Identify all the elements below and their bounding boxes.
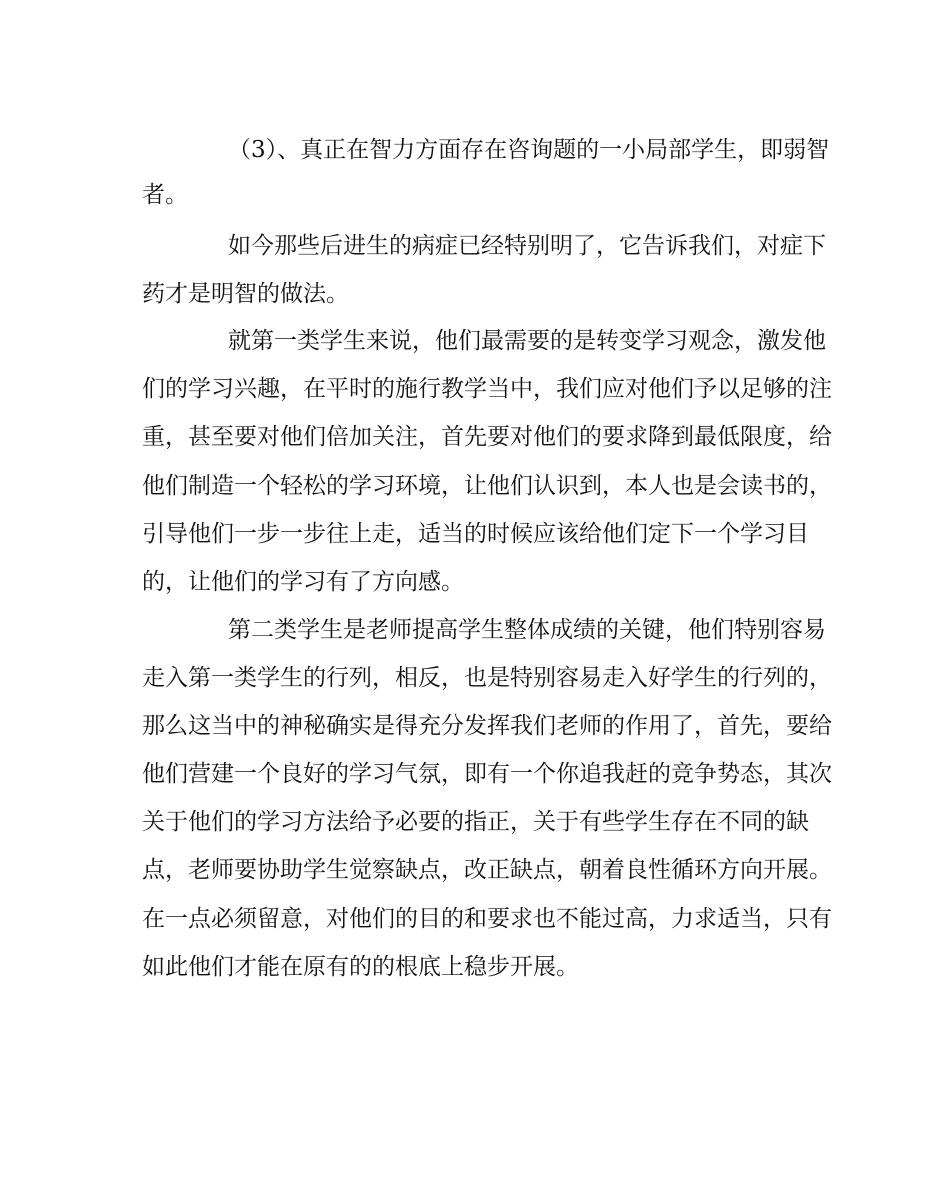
- paragraph-line: 关于他们的学习方法给予必要的指正，关于有些学生存在不同的缺: [142, 809, 809, 835]
- paragraph-line: 如今那些后进生的病症已经特别明了，它告诉我们，对症下: [228, 233, 826, 259]
- paragraph-line: 在一点必须留意，对他们的目的和要求也不能过高，力求适当，只有: [142, 906, 832, 932]
- paragraph-line: 他们制造一个轻松的学习环境，让他们认识到，本人也是会读书的，: [142, 473, 832, 499]
- paragraph-line: 点，老师要协助学生觉察缺点，改正缺点，朝着良性循环方向开展。: [142, 857, 832, 883]
- paragraph-line: 重，甚至要对他们倍加关注，首先要对他们的要求降到最低限度，给: [142, 424, 832, 450]
- paragraph-line: 如此他们才能在原有的的根底上稳步开展。: [142, 954, 579, 980]
- paragraph-line: 走入第一类学生的行列，相反，也是特别容易走入好学生的行列的，: [142, 665, 832, 691]
- paragraph-line: 者。: [142, 182, 188, 208]
- paragraph-line: 引导他们一步一步往上走，适当的时候应该给他们定下一个学习目: [142, 521, 809, 547]
- paragraph-line: 第二类学生是老师提高学生整体成绩的关键，他们特别容易: [228, 617, 826, 643]
- paragraph-line: （3）、真正在智力方面存在咨询题的一小局部学生，即弱智: [228, 137, 830, 163]
- paragraph-line: 他们营建一个良好的学习气氛，即有一个你追我赶的竞争势态，其次: [142, 761, 832, 787]
- paragraph-line: 那么这当中的神秘确实是得充分发挥我们老师的作用了，首先，要给: [142, 713, 832, 739]
- paragraph-line: 药才是明智的做法。: [142, 281, 349, 307]
- paragraph-line: 的，让他们的学习有了方向感。: [142, 569, 464, 595]
- paragraph-line: 就第一类学生来说，他们最需要的是转变学习观念，激发他: [228, 328, 826, 354]
- paragraph-line: 们的学习兴趣，在平时的施行教学当中，我们应对他们予以足够的注: [142, 376, 832, 402]
